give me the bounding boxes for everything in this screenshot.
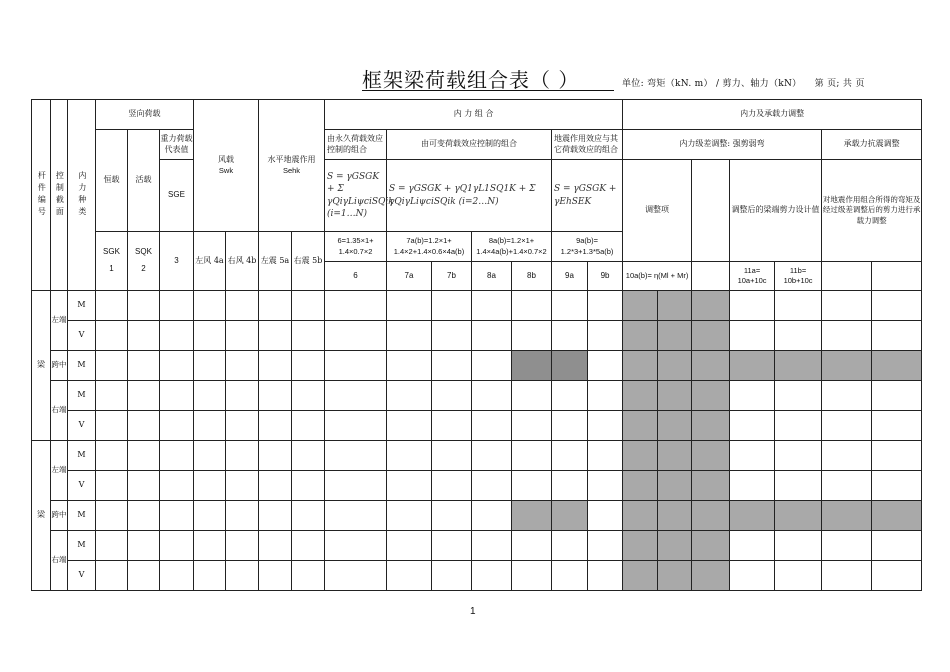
wind-header: [194, 100, 259, 232]
vertical-load-header: 竖向荷载: [96, 100, 194, 130]
wind-left-header: 左风 4a: [194, 232, 226, 291]
load-combination-table: [31, 99, 922, 591]
member-no-header: 杆件编号: [32, 100, 51, 291]
num-8a: 8a: [472, 262, 512, 291]
wind-label: 风载: [218, 155, 234, 165]
table-row: [32, 561, 922, 591]
force-type-header: 内力种类: [68, 100, 96, 291]
quake-label: 水平地震作用: [267, 155, 316, 165]
s-qk-header: SQK 2: [128, 232, 160, 291]
quake-left-header: 左震 5a: [259, 232, 292, 291]
units-label: 单位: 弯矩（kN. m） / 剪力、轴力（kN）: [622, 79, 802, 89]
table-row: [32, 531, 922, 561]
num-9b: 9b: [588, 262, 623, 291]
num-8b: 8b: [512, 262, 552, 291]
page-number: 1: [470, 606, 476, 617]
column-number-1: 1: [109, 264, 114, 273]
formula-var: S = γGSGK + γQ1γL1SQ1K + Σ γQiγLiψciSQik (i=2…N): [387, 160, 552, 232]
beam-label: 梁: [32, 441, 51, 591]
formula-7: 7a(b)=1.2×1+ 1.4×2+1.4×0.6×4a(b): [387, 232, 472, 262]
force-m: M: [68, 381, 96, 411]
beam-label: 梁: [32, 291, 51, 441]
adjust-item-header: 调整项: [623, 160, 692, 262]
page-count: 第 页; 共 页: [814, 79, 865, 89]
force-v: V: [68, 411, 96, 441]
gravity-rep-header: 重力荷载代表值: [160, 130, 194, 160]
formula-6: 6=1.35×1+ 1.4×0.7×2: [325, 232, 387, 262]
section-left: 左端: [51, 441, 68, 501]
formula-quake: S = γGSGK + γEhSEK: [552, 160, 623, 232]
blank-10c: [692, 262, 730, 291]
section-mid: 跨中: [51, 351, 68, 381]
force-m: M: [68, 441, 96, 471]
force-m: M: [68, 501, 96, 531]
num-7b: 7b: [432, 262, 472, 291]
blank-10c-header: [692, 160, 730, 262]
num-11b: 11b= 10b+10c: [775, 262, 822, 291]
title-underline: [362, 90, 614, 91]
formula-10: 10a(b)= η(Ml + Mr): [623, 262, 692, 291]
num-6: 6: [325, 262, 387, 291]
var-ctrl-header: 由可变荷载效应控制的组合: [387, 130, 552, 160]
formula-8: 8a(b)=1.2×1+ 1.4×4a(b)+1.4×0.7×2: [472, 232, 552, 262]
table-row: [32, 441, 922, 471]
units-note: [622, 76, 875, 89]
s-ge-header: SGE: [160, 160, 194, 232]
formula-9: 9a(b)= 1.2*3+1.3*5a(b): [552, 232, 623, 262]
force-m: M: [68, 351, 96, 381]
num-3: 3: [160, 232, 194, 291]
grade-adjust-header: 内力级差调整: 强剪弱弯: [623, 130, 822, 160]
section-mid: 跨中: [51, 501, 68, 531]
table-row: [32, 381, 922, 411]
adjusted-shear-header: 调整后的梁端剪力设计值: [730, 160, 822, 262]
num-7a: 7a: [387, 262, 432, 291]
formula-perm: S = γGSGK + Σ γQiγLiψciSQik (i=1…N): [325, 160, 387, 232]
num-11a: 11a= 10a+10c: [730, 262, 775, 291]
table-row: [32, 471, 922, 501]
force-v: V: [68, 561, 96, 591]
table-row: [32, 411, 922, 441]
force-m: M: [68, 291, 96, 321]
blank-12a: [822, 262, 872, 291]
section-right: 右端: [51, 531, 68, 591]
num-9a: 9a: [552, 262, 588, 291]
table-row: [32, 351, 922, 381]
column-number-2: 2: [141, 264, 146, 273]
force-v: V: [68, 321, 96, 351]
capacity-adjust-header: 承载力抗震调整: [822, 130, 922, 160]
section-left: 左端: [51, 291, 68, 351]
quake-symbol: Sehk: [282, 165, 301, 175]
section-right: 右端: [51, 381, 68, 441]
table-row: [32, 321, 922, 351]
blank-12b: [872, 262, 922, 291]
dead-header: 恒载: [96, 130, 128, 232]
adjust-header: 内力及承载力调整: [623, 100, 922, 130]
force-v: V: [68, 471, 96, 501]
force-m: M: [68, 531, 96, 561]
table-row: [32, 291, 922, 321]
live-header: 活载: [128, 130, 160, 232]
control-section-header: 控制截面: [51, 100, 68, 291]
wind-right-header: 右风 4b: [226, 232, 259, 291]
quake-right-header: 右震 5b: [292, 232, 325, 291]
s-gk-header: SGK 1: [96, 232, 128, 291]
wind-symbol: Swk: [218, 165, 234, 175]
page-title: 框架梁荷载组合表（ ）: [362, 68, 580, 92]
perm-ctrl-header: 由永久荷载效应控制的组合: [325, 130, 387, 160]
internal-comb-header: 内 力 组 合: [325, 100, 623, 130]
capacity-note: 对地震作用组合所得的弯矩及经过级差调整后的剪力进行承载力调整: [822, 160, 922, 262]
quake-comb-header: 地震作用效应与其它荷载效应的组合: [552, 130, 623, 160]
table-row: [32, 501, 922, 531]
quake-header: [259, 100, 325, 232]
